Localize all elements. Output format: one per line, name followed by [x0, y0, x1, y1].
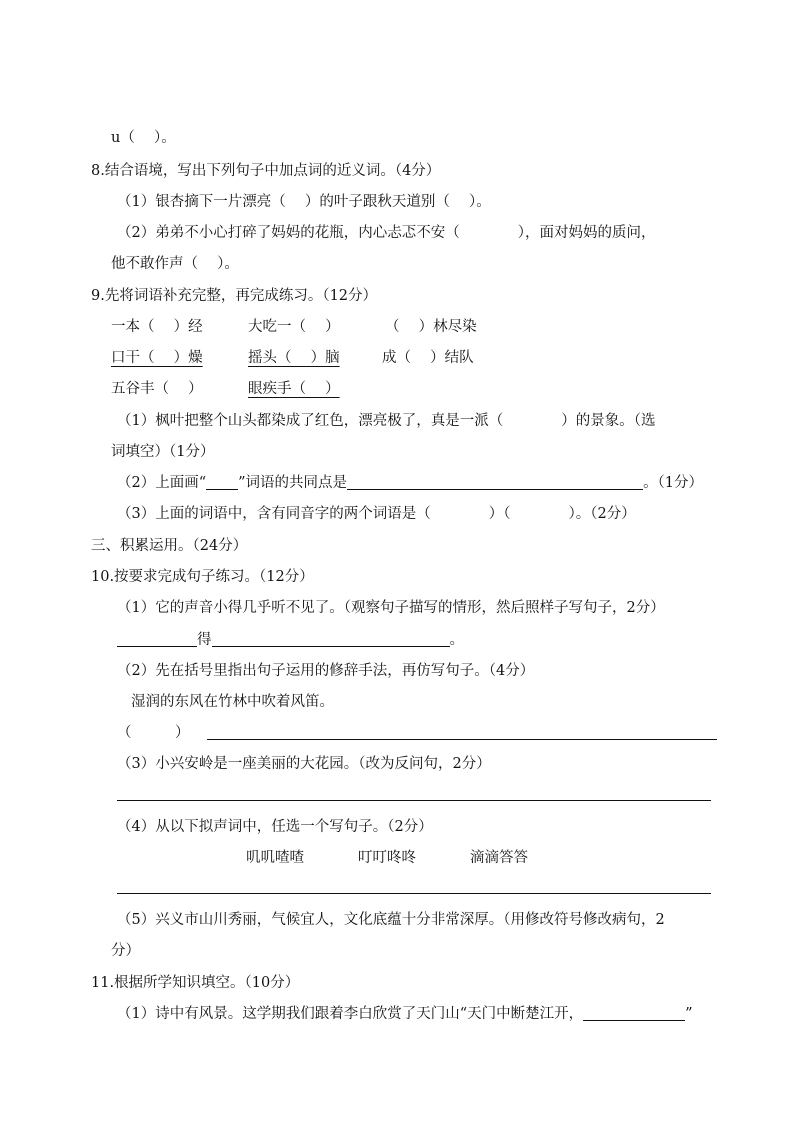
q9-sub-1a: （1）枫叶把整个山头都染成了红色，漂亮极了，真是一派（ ）的景象。（选 [117, 413, 656, 429]
idiom-8-underlined: 眼疾手（ ） [248, 381, 340, 397]
q9-sub-2 [117, 473, 703, 493]
q8-sentence-1: （1）银杏摘下一片漂亮（ ）的叶子跟秋天道别（ ）。 [117, 194, 491, 210]
answer-line[interactable] [347, 473, 643, 490]
idiom-4-underlined: 口干（ ）燥 [111, 350, 203, 366]
idiom-5-underlined: 摇头（ ）脑 [248, 350, 340, 366]
q10-sub-3: （3）小兴安岭是一座美丽的大花园。（改为反问句，2分） [117, 756, 491, 772]
idiom-6: 成（ ）结队 [382, 350, 474, 366]
q9-sub-1b: 词填空）（1分） [111, 444, 215, 460]
idiom-3: （ ）林尽染 [385, 319, 477, 335]
answer-rule-3[interactable] [117, 800, 711, 801]
period: 。 [449, 632, 464, 648]
q9-sub-2-mid: ”词语的共同点是 [238, 475, 348, 491]
answer-line-2[interactable] [212, 630, 450, 647]
q10-sub-1-blanks [117, 630, 464, 650]
q10-sub-2-example: 湿润的东风在竹林中吹着风笛。 [131, 694, 334, 710]
q10-sub-1: （1）它的声音小得几乎听不见了。（观察句子描写的情形，然后照样子写句子，2分） [117, 600, 665, 616]
q11-sub-1-pre: （1）诗中有风景。这学期我们跟着李白欣赏了天门山“天门中断楚江开， [117, 1006, 584, 1022]
idiom-7: 五谷丰（ ） [111, 381, 203, 397]
onomatopoeia-1: 叽叽喳喳 [246, 850, 304, 866]
answer-rule-2[interactable] [207, 739, 717, 740]
q9-sub-2-post: 。（1分） [643, 475, 704, 491]
q8-sentence-2a: （2）弟弟不小心打碎了妈妈的花瓶，内心忐忑不安（ ），面对妈妈的质问， [117, 225, 656, 241]
idiom-2: 大吃一（ ） [248, 319, 340, 335]
answer-rule-4[interactable] [117, 893, 711, 894]
q10-title: 10.按要求完成句子练习。（12分） [91, 569, 314, 585]
q10-sub-2: （2）先在括号里指出句子运用的修辞手法，再仿写句子。（4分） [117, 663, 535, 679]
q11-sub-1 [117, 1004, 693, 1024]
underline-sample [206, 473, 238, 490]
de-char: 得 [197, 632, 212, 648]
idiom-1: 一本（ ）经 [111, 319, 203, 335]
answer-line-poem[interactable] [583, 1004, 685, 1021]
q10-sub-5a: （5）兴义市山川秀丽，气候宜人，文化底蕴十分非常深厚。（用修改符号修改病句，2 [117, 912, 665, 928]
q10-sub-5b: 分） [111, 943, 140, 959]
q8-title: 8.结合语境，写出下列句子中加点词的近义词。（4分） [91, 163, 441, 179]
close-quote: ” [685, 1006, 693, 1022]
q10-sub-4: （4）从以下拟声词中，任选一个写句子。（2分） [117, 819, 433, 835]
section-3-heading: 三、积累运用。（24分） [91, 538, 248, 554]
onomatopoeia-3: 滴滴答答 [470, 850, 528, 866]
q11-title: 11.根据所学知识填空。（10分） [91, 975, 300, 991]
q8-sentence-2b: 他不敢作声（ ）。 [111, 256, 239, 272]
q9-sub-3: （3）上面的词语中，含有同音字的两个词语是（ ）（ ）。（2分） [117, 506, 636, 522]
onomatopoeia-2: 叮叮咚咚 [358, 850, 416, 866]
q7-answer-tail: u（ ）。 [111, 130, 176, 146]
answer-line-1[interactable] [117, 630, 197, 647]
q9-title: 9.先将词语补充完整，再完成练习。（12分） [91, 288, 378, 304]
q9-sub-2-pre: （2）上面画“ [117, 475, 207, 491]
q10-sub-2-paren: （ ） [117, 725, 190, 741]
